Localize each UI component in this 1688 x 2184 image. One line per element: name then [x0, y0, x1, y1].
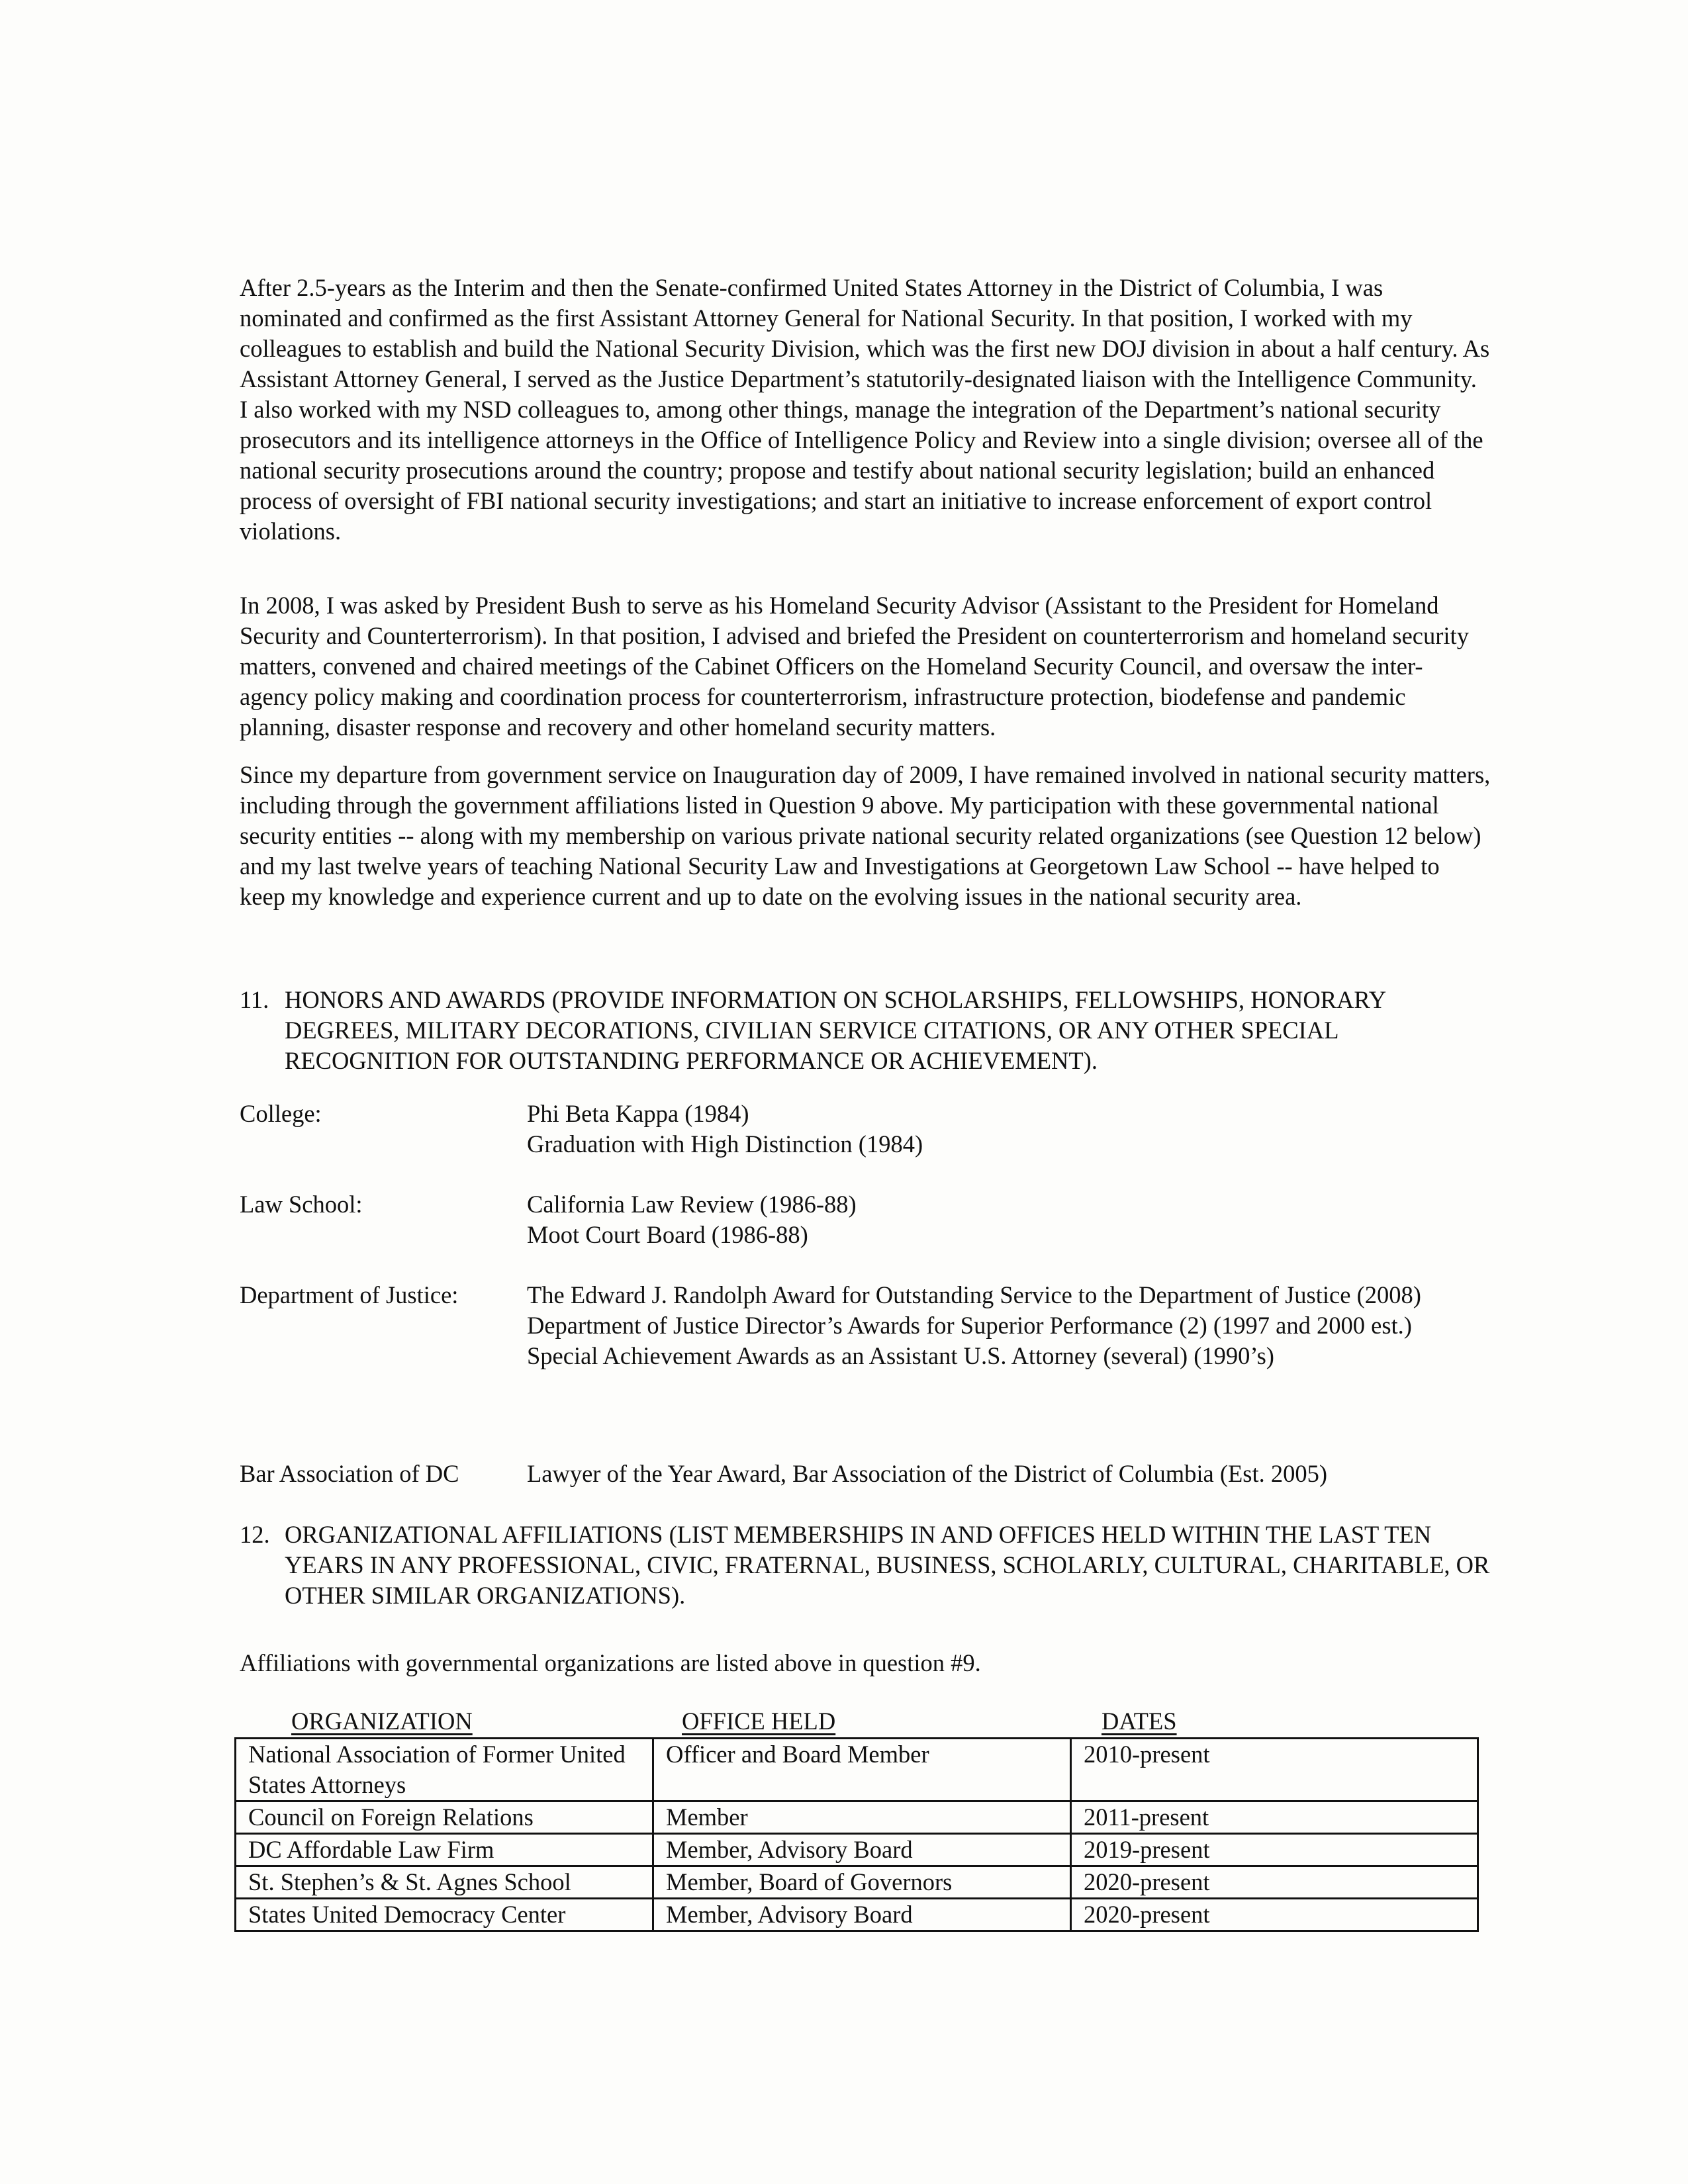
paragraph-post-government: Since my departure from government service on Inauguration day of 2009, I have remained involved in national security matters, including through the government affiliations listed in Question 9 above. My participation with these governmental national security entities -- along with my membership on various private national security related organizations (see Question 12 below) and my last twelve years of teaching National Security Law and Investigations at Georgetown Law School -- have helped to keep my knowledge and experience current and up to date on the evolving issues in the national security area.: [240, 761, 1491, 910]
paragraph-nsd-service: After 2.5-years as the Interim and then the Senate-confirmed United States Attorney in the District of Columbia, I was nominated and confirmed as the first Assistant Attorney General for National Security. In that position, I worked with my colleagues to establish and build the National Security Division, which was the first new DOJ division in about a half century. As Assistant Attorney General, I served as the Justice Department’s statutorily-designated liaison with the Intelligence Community. I also worked with my NSD colleagues to, among other things, manage the integration of the Department’s national security prosecutors and its intelligence attorneys in the Office of Intelligence Policy and Review into a single division; oversee all of the national security prosecutions around the country; propose and testify about national security legislation; build an enhanced process of oversight of FBI national security investigations; and start an initiative to increase enforcement of export control violations.: [240, 274, 1490, 545]
column-header-dates: DATES: [1102, 1707, 1177, 1735]
column-header-organization: ORGANIZATION: [291, 1707, 473, 1735]
table-row: [236, 1834, 1478, 1866]
cell-organization: States United Democracy Center: [236, 1899, 653, 1931]
column-header-office-held: OFFICE HELD: [682, 1707, 836, 1735]
table-row: [236, 1866, 1478, 1899]
award-item: The Edward J. Randolph Award for Outstanding Service to the Department of Justice (2008): [527, 1281, 1421, 1308]
cell-organization: DC Affordable Law Firm: [236, 1834, 653, 1866]
award-item: Moot Court Board (1986-88): [527, 1221, 808, 1248]
question-number: 11.: [240, 986, 269, 1013]
award-item: Lawyer of the Year Award, Bar Association of the District of Columbia (Est. 2005): [527, 1460, 1328, 1487]
table-row: [236, 1899, 1478, 1931]
cell-organization: St. Stephen’s & St. Agnes School: [236, 1866, 653, 1899]
award-item: Special Achievement Awards as an Assistant U.S. Attorney (several) (1990’s): [527, 1342, 1274, 1369]
cell-dates: 2020-present: [1071, 1866, 1478, 1899]
cell-dates: 2020-present: [1071, 1899, 1478, 1931]
question-text: HONORS AND AWARDS (PROVIDE INFORMATION ON SCHOLARSHIPS, FELLOWSHIPS, HONORARY DEGREES, MILITARY DECORATIONS, CIVILIAN SERVICE CITATIONS, OR ANY OTHER SPECIAL RECOGNITION FOR OUTSTANDING PERFORMANCE OR ACHIEVEMENT).: [285, 986, 1385, 1074]
cell-dates: 2011-present: [1071, 1801, 1478, 1834]
table-row: [236, 1739, 1478, 1801]
cell-office-held: Member, Board of Governors: [653, 1866, 1071, 1899]
award-group-label: College:: [240, 1100, 322, 1127]
question-number: 12.: [240, 1521, 270, 1548]
cell-dates: 2019-present: [1071, 1834, 1478, 1866]
question-text: ORGANIZATIONAL AFFILIATIONS (LIST MEMBERSHIPS IN AND OFFICES HELD WITHIN THE LAST TEN YEARS IN ANY PROFESSIONAL, CIVIC, FRATERNAL, BUSINESS, SCHOLARLY, CULTURAL, CHARITABLE, OR OTHER SIMILAR ORGANIZATIONS).: [285, 1521, 1490, 1609]
award-item: Department of Justice Director’s Awards for Superior Performance (2) (1997 and 2000 est.): [527, 1312, 1412, 1339]
award-group-label: Department of Justice:: [240, 1281, 459, 1308]
cell-office-held: Officer and Board Member: [653, 1739, 1071, 1801]
cell-office-held: Member, Advisory Board: [653, 1834, 1071, 1866]
award-group-label: Law School:: [240, 1191, 363, 1218]
award-group-label: Bar Association of DC: [240, 1460, 459, 1487]
affiliations-table: [234, 1737, 1479, 1932]
question-11-heading: [240, 985, 1491, 1076]
table-row: [236, 1801, 1478, 1834]
award-item: Graduation with High Distinction (1984): [527, 1130, 923, 1158]
cell-organization: National Association of Former United States Attorneys: [236, 1739, 653, 1801]
cell-organization: Council on Foreign Relations: [236, 1801, 653, 1834]
award-item: California Law Review (1986-88): [527, 1191, 857, 1218]
award-item: Phi Beta Kappa (1984): [527, 1100, 749, 1127]
paragraph-homeland-security-advisor: In 2008, I was asked by President Bush to serve as his Homeland Security Advisor (Assistant to the President for Homeland Security and Counterterrorism). In that position, I advised and briefed the President on counterterrorism and homeland security matters, convened and chaired meetings of the Cabinet Officers on the Homeland Security Council, and oversaw the inter-agency policy making and coordination process for counterterrorism, infrastructure protection, biodefense and pandemic planning, disaster response and recovery and other homeland security matters.: [240, 592, 1469, 741]
cell-office-held: Member: [653, 1801, 1071, 1834]
cell-office-held: Member, Advisory Board: [653, 1899, 1071, 1931]
affiliations-note: Affiliations with governmental organizations are listed above in question #9.: [240, 1649, 981, 1676]
cell-dates: 2010-present: [1071, 1739, 1478, 1801]
question-12-heading: [240, 1520, 1491, 1611]
